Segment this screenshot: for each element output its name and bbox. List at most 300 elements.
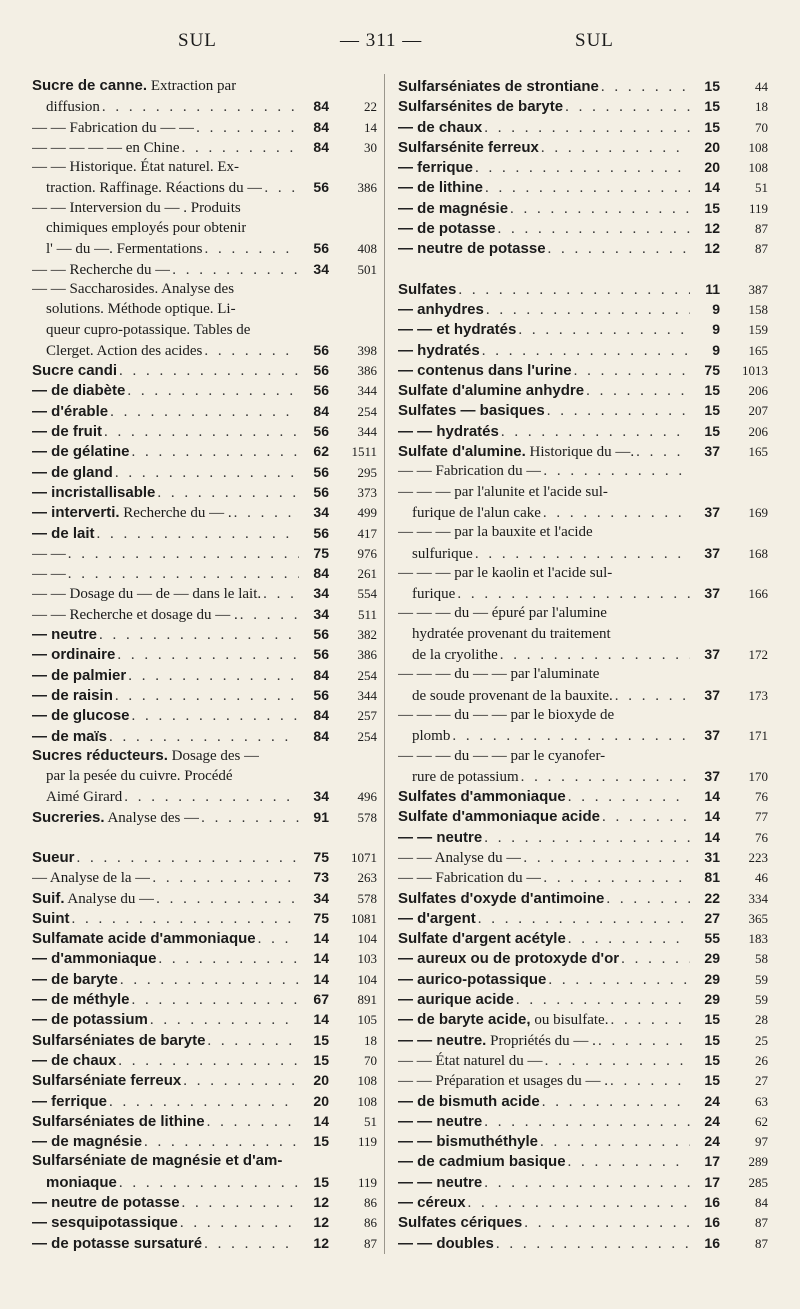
leader-dots xyxy=(178,1213,299,1233)
entry-text: — d'ammoniaque xyxy=(32,950,157,968)
volume-number: 15 xyxy=(313,1173,329,1190)
page-reference: 373 xyxy=(357,484,377,500)
volume-number: 11 xyxy=(705,280,720,297)
entry-text: — de magnésie xyxy=(32,1133,143,1151)
index-entry xyxy=(32,604,377,624)
entry-text: — Analyse de la — xyxy=(32,870,151,887)
page-reference: 417 xyxy=(357,525,377,541)
entry-text: furique de l'alun cake xyxy=(412,504,541,521)
page-reference: 165 xyxy=(748,444,768,460)
volume-number: 75 xyxy=(704,361,720,378)
leader-dots xyxy=(66,564,299,584)
index-entry xyxy=(32,705,377,725)
leader-dots xyxy=(482,1173,690,1193)
leader-dots xyxy=(466,1193,690,1213)
entry-text: Sulfates — basiques xyxy=(398,402,545,420)
leader-dots xyxy=(604,889,690,909)
volume-number: 9 xyxy=(712,321,720,338)
entry-text: Aimé Girard xyxy=(46,789,123,806)
page-reference: 58 xyxy=(755,951,768,967)
entry-text: Sulfarséniate de magnésie et d'am- xyxy=(32,1152,283,1170)
leader-dots xyxy=(541,868,690,888)
volume-number: 15 xyxy=(704,1031,720,1048)
leader-dots xyxy=(600,807,690,827)
index-entry xyxy=(32,1151,377,1192)
page-reference: 87 xyxy=(755,221,768,237)
entry-text: solutions. Méthode optique. Li- xyxy=(46,301,236,318)
entry-text: — — — du — épuré par l'alumine xyxy=(398,605,607,622)
leader-dots xyxy=(122,787,299,807)
index-entry xyxy=(398,522,768,563)
page-reference: 108 xyxy=(357,1093,377,1109)
volume-number: 84 xyxy=(313,727,329,744)
page-reference: 1071 xyxy=(351,849,377,865)
index-entry xyxy=(398,563,768,604)
entry-text: chimiques employés pour obtenir xyxy=(46,220,247,237)
volume-number: 91 xyxy=(313,808,329,825)
volume-number: 14 xyxy=(313,970,329,987)
entry-text: Sulfate d'argent acétyle xyxy=(398,930,566,948)
leader-dots xyxy=(170,260,299,280)
leader-dots xyxy=(613,686,690,706)
leader-dots xyxy=(194,118,299,138)
page-reference: 344 xyxy=(357,687,377,703)
page-reference: 254 xyxy=(357,403,377,419)
volume-number: 20 xyxy=(704,159,720,176)
leader-dots xyxy=(262,178,299,198)
page-reference: 159 xyxy=(748,322,768,338)
index-entry xyxy=(32,624,377,644)
page-reference: 257 xyxy=(357,708,377,724)
volume-number: 37 xyxy=(704,727,720,744)
entry-text: — interverti. Recherche du — . xyxy=(32,504,232,522)
index-entry xyxy=(32,1131,377,1151)
volume-number: 73 xyxy=(313,869,329,886)
running-head-right: SUL xyxy=(575,30,614,51)
leader-dots xyxy=(484,300,690,320)
index-entry xyxy=(398,1030,768,1050)
page-reference: 398 xyxy=(357,342,377,358)
volume-number: 14 xyxy=(313,1112,329,1129)
index-entry xyxy=(32,259,377,279)
volume-number: 37 xyxy=(704,686,720,703)
entry-text: — neutre de potasse xyxy=(398,240,546,258)
leader-dots xyxy=(546,239,690,259)
index-entry xyxy=(32,948,377,968)
page-reference: 344 xyxy=(357,424,377,440)
entry-text: — — Fabrication du — xyxy=(398,463,542,480)
index-entry xyxy=(398,948,768,968)
index-entry xyxy=(398,664,768,705)
entry-text: Sulfate d'alumine anhydre xyxy=(398,382,585,400)
entry-text: — ferrique xyxy=(398,159,474,177)
index-entry xyxy=(398,867,768,887)
page-reference: 382 xyxy=(357,627,377,643)
index-entry xyxy=(398,888,768,908)
volume-number: 15 xyxy=(704,422,720,439)
volume-number: 29 xyxy=(704,950,720,967)
leader-dots xyxy=(117,1173,299,1193)
entry-text: Sulfamate acide d'ammoniaque xyxy=(32,930,256,948)
leader-dots xyxy=(113,463,299,483)
page-reference: 119 xyxy=(357,1134,377,1150)
leader-dots xyxy=(75,848,299,868)
entry-text: — incristallisable xyxy=(32,483,156,501)
volume-number: 75 xyxy=(313,544,329,561)
volume-number: 84 xyxy=(313,666,329,683)
leader-dots xyxy=(483,178,690,198)
leader-dots xyxy=(66,544,299,564)
entry-text: — neutre de potasse xyxy=(32,1194,180,1212)
volume-number: 29 xyxy=(704,970,720,987)
index-entry xyxy=(398,705,768,746)
page-reference: 170 xyxy=(748,768,768,784)
page-reference: 578 xyxy=(357,890,377,906)
page-reference: 51 xyxy=(364,1113,377,1129)
entry-text: — de magnésie xyxy=(398,199,509,217)
index-entry xyxy=(398,827,768,847)
entry-text: traction. Raffinage. Réactions du — xyxy=(46,180,263,197)
page-reference: 108 xyxy=(357,1073,377,1089)
page-reference: 261 xyxy=(357,566,377,582)
volume-number: 84 xyxy=(313,707,329,724)
page-reference: 103 xyxy=(357,951,377,967)
index-entry xyxy=(32,583,377,603)
volume-number: 12 xyxy=(313,1234,329,1251)
leader-dots xyxy=(261,584,299,604)
page-reference: 578 xyxy=(357,809,377,825)
page-reference: 87 xyxy=(755,1215,768,1231)
leader-dots xyxy=(180,1193,299,1213)
section-gap xyxy=(398,259,768,279)
page-reference: 289 xyxy=(748,1154,768,1170)
running-head-left: SUL xyxy=(178,30,217,51)
page-reference: 27 xyxy=(755,1073,768,1089)
left-column xyxy=(32,76,377,1253)
entry-text: — ferrique xyxy=(32,1092,108,1110)
page-reference: 86 xyxy=(364,1215,377,1231)
page-reference: 84 xyxy=(755,1195,768,1211)
index-entry xyxy=(398,1233,768,1253)
index-entry xyxy=(398,1050,768,1070)
index-entry xyxy=(398,137,768,157)
page-reference: 386 xyxy=(357,647,377,663)
volume-number: 37 xyxy=(704,503,720,520)
index-entry xyxy=(32,969,377,989)
entry-text: — de fruit xyxy=(32,423,102,441)
leader-dots xyxy=(181,1071,299,1091)
entry-text: Sulfarséniates de baryte xyxy=(32,1031,206,1049)
page-reference: 76 xyxy=(755,789,768,805)
entry-text: — de gélatine xyxy=(32,443,130,461)
entry-text: — — — du — — par le bioxyde de xyxy=(398,706,615,723)
index-entry xyxy=(32,502,377,522)
volume-number: 15 xyxy=(704,199,720,216)
page-reference: 285 xyxy=(748,1174,768,1190)
index-entry xyxy=(398,969,768,989)
volume-number: 56 xyxy=(313,483,329,500)
leader-dots xyxy=(543,1051,690,1071)
entry-text: — — neutre xyxy=(398,1173,483,1191)
entry-text: Sueur xyxy=(32,848,75,866)
index-entry xyxy=(398,989,768,1009)
leader-dots xyxy=(546,970,690,990)
page-reference: 18 xyxy=(755,99,768,115)
volume-number: 15 xyxy=(313,1051,329,1068)
page-reference: 501 xyxy=(357,261,377,277)
volume-number: 15 xyxy=(704,1051,720,1068)
index-entry xyxy=(32,1009,377,1029)
leader-dots xyxy=(522,1213,690,1233)
index-entry xyxy=(32,644,377,664)
index-entry xyxy=(398,1192,768,1212)
entry-text: — — — par le kaolin et l'acide sul- xyxy=(398,564,613,581)
section-gap xyxy=(32,827,377,847)
leader-dots xyxy=(148,1010,299,1030)
leader-dots xyxy=(70,909,300,929)
volume-number: 31 xyxy=(704,848,720,865)
leader-dots xyxy=(102,422,299,442)
entry-text: — de potasse sursaturé xyxy=(32,1234,203,1252)
entry-text: — — Dosage du — de — dans le lait. xyxy=(32,586,262,603)
entry-text: — — — du — — par le cyanofer- xyxy=(398,747,606,764)
index-entry xyxy=(32,198,377,259)
index-entry xyxy=(398,441,768,461)
leader-dots xyxy=(519,767,690,787)
index-entry xyxy=(32,989,377,1009)
leader-dots xyxy=(545,401,690,421)
page-reference: 263 xyxy=(357,870,377,886)
index-entry xyxy=(398,1009,768,1029)
volume-number: 62 xyxy=(313,443,329,460)
entry-text: — — Saccharosides. Analyse des xyxy=(32,280,235,297)
volume-number: 14 xyxy=(704,788,720,805)
volume-number: 17 xyxy=(704,1153,720,1170)
page-reference: 77 xyxy=(755,809,768,825)
page-reference: 1081 xyxy=(351,910,377,926)
entry-text: — d'argent xyxy=(398,909,476,927)
page-reference: 62 xyxy=(755,1113,768,1129)
volume-number: 75 xyxy=(313,909,329,926)
index-entry xyxy=(32,482,377,502)
volume-number: 24 xyxy=(704,1133,720,1150)
index-entry xyxy=(398,96,768,116)
right-column xyxy=(398,76,768,1253)
volume-number: 34 xyxy=(313,605,329,622)
index-entry xyxy=(398,238,768,258)
volume-number: 56 xyxy=(313,240,329,257)
entry-text: Clerget. Action des acides xyxy=(46,342,203,359)
index-entry xyxy=(32,1030,377,1050)
entry-text: moniaque xyxy=(46,1173,117,1191)
entry-text: furique xyxy=(412,586,456,603)
volume-number: 84 xyxy=(313,402,329,419)
leader-dots xyxy=(541,503,690,523)
entry-text: — — — par l'alunite et l'acide sul- xyxy=(398,483,608,500)
volume-number: 56 xyxy=(313,646,329,663)
leader-dots xyxy=(156,949,299,969)
index-entry xyxy=(398,746,768,787)
leader-dots xyxy=(572,361,690,381)
leader-dots xyxy=(608,1071,690,1091)
volume-number: 56 xyxy=(313,626,329,643)
leader-dots xyxy=(205,1112,299,1132)
volume-number: 15 xyxy=(704,98,720,115)
page-reference: 254 xyxy=(357,667,377,683)
entry-text: par la pesée du cuivre. Procédé xyxy=(46,768,233,785)
volume-number: 56 xyxy=(313,362,329,379)
volume-number: 75 xyxy=(313,848,329,865)
index-entry xyxy=(398,421,768,441)
page-reference: 386 xyxy=(357,180,377,196)
index-entry xyxy=(398,1091,768,1111)
leader-dots xyxy=(142,1132,299,1152)
page-reference: 976 xyxy=(357,545,377,561)
entry-text: — — Analyse du — xyxy=(398,849,522,866)
leader-dots xyxy=(480,341,690,361)
page-reference: 18 xyxy=(364,1032,377,1048)
leader-dots xyxy=(107,727,299,747)
entry-text: Sucres réducteurs. Dosage des — xyxy=(32,746,260,764)
volume-number: 56 xyxy=(313,524,329,541)
leader-dots xyxy=(539,138,690,158)
page-reference: 168 xyxy=(748,545,768,561)
volume-number: 16 xyxy=(704,1234,720,1251)
index-entry xyxy=(32,360,377,380)
entry-text: — de lait xyxy=(32,524,95,542)
entry-text: — — Fabrication du — xyxy=(398,870,542,887)
index-entry xyxy=(398,928,768,948)
leader-dots xyxy=(154,889,299,909)
index-entry xyxy=(398,360,768,380)
page-reference: 165 xyxy=(748,342,768,358)
index-entry xyxy=(32,401,377,421)
entry-text: — sesquipotassique xyxy=(32,1214,178,1232)
leader-dots xyxy=(634,442,690,462)
entry-text: Sucre de canne. Extraction par xyxy=(32,77,237,94)
volume-number: 56 xyxy=(313,463,329,480)
leader-dots xyxy=(95,524,299,544)
entry-text: — de méthyle xyxy=(32,991,130,1009)
entry-text: Sulfates d'ammoniaque xyxy=(398,788,566,806)
entry-text: — de diabète xyxy=(32,382,126,400)
page-reference: 365 xyxy=(748,910,768,926)
page-reference: 408 xyxy=(357,241,377,257)
volume-number: 81 xyxy=(704,869,720,886)
entry-text: — — — — — en Chine xyxy=(32,139,180,156)
leader-dots xyxy=(199,808,299,828)
volume-number: 34 xyxy=(313,788,329,805)
page-reference: 387 xyxy=(748,281,768,297)
volume-number: 37 xyxy=(704,646,720,663)
volume-number: 37 xyxy=(704,767,720,784)
page-reference: 97 xyxy=(755,1134,768,1150)
entry-text: — — Préparation et usages du — . xyxy=(398,1073,608,1090)
volume-number: 34 xyxy=(313,889,329,906)
entry-text: — — Historique. État naturel. Ex- xyxy=(32,159,240,176)
page-reference: 59 xyxy=(755,992,768,1008)
leader-dots xyxy=(496,219,690,239)
index-entry xyxy=(32,726,377,746)
volume-number: 15 xyxy=(313,1133,329,1150)
entry-text: Sulfate d'alumine. Historique du —. xyxy=(398,443,635,461)
volume-number: 37 xyxy=(704,443,720,460)
index-entry xyxy=(398,847,768,867)
page-reference: 87 xyxy=(755,1235,768,1251)
leader-dots xyxy=(538,1132,690,1152)
index-entry xyxy=(398,482,768,523)
index-entry xyxy=(398,1172,768,1192)
volume-number: 34 xyxy=(313,504,329,521)
entry-text: — aurique acide xyxy=(398,991,514,1009)
volume-number: 24 xyxy=(704,1092,720,1109)
entry-text: Suif. Analyse du — xyxy=(32,889,155,907)
volume-number: 29 xyxy=(704,991,720,1008)
entry-text: sulfurique xyxy=(412,545,473,562)
volume-number: 55 xyxy=(704,930,720,947)
index-entry xyxy=(398,461,768,481)
entry-text: — — bismuthéthyle xyxy=(398,1133,539,1151)
leader-dots xyxy=(118,970,299,990)
entry-text: plomb xyxy=(412,728,451,745)
page-reference: 254 xyxy=(357,728,377,744)
entry-text: — de cadmium basique xyxy=(398,1153,566,1171)
index-entry xyxy=(32,1111,377,1131)
volume-number: 14 xyxy=(313,950,329,967)
page-reference: 76 xyxy=(755,829,768,845)
page-number: — 311 — xyxy=(340,30,423,51)
leader-dots xyxy=(116,1051,299,1071)
entry-text: — — et hydratés xyxy=(398,321,517,339)
entry-text: — — xyxy=(32,545,66,562)
index-entry xyxy=(398,177,768,197)
volume-number: 34 xyxy=(313,260,329,277)
entry-text: — d'érable xyxy=(32,402,109,420)
volume-number: 12 xyxy=(704,220,720,237)
entry-text: — de bismuth acide xyxy=(398,1092,540,1110)
volume-number: 16 xyxy=(704,1194,720,1211)
leader-dots xyxy=(202,1234,299,1254)
volume-number: 84 xyxy=(313,565,329,582)
volume-number: 84 xyxy=(313,138,329,155)
leader-dots xyxy=(180,138,300,158)
volume-number: 14 xyxy=(704,808,720,825)
leader-dots xyxy=(499,422,690,442)
index-entry xyxy=(32,279,377,360)
leader-dots xyxy=(476,909,690,929)
leader-dots xyxy=(566,1152,690,1172)
leader-dots xyxy=(125,381,299,401)
page-reference: 169 xyxy=(748,504,768,520)
entry-text: — — neutre xyxy=(398,1112,483,1130)
page-reference: 206 xyxy=(748,423,768,439)
volume-number: 14 xyxy=(313,930,329,947)
page-reference: 26 xyxy=(755,1052,768,1068)
index-entry xyxy=(32,1233,377,1253)
leader-dots xyxy=(521,848,690,868)
page-reference: 70 xyxy=(755,119,768,135)
volume-number: 20 xyxy=(704,138,720,155)
entry-text: de soude provenant de la bauxite. xyxy=(412,687,613,704)
leader-dots xyxy=(126,666,299,686)
volume-number: 14 xyxy=(704,179,720,196)
index-entry xyxy=(32,76,377,117)
page-reference: 183 xyxy=(748,931,768,947)
page-reference: 554 xyxy=(357,586,377,602)
volume-number: 56 xyxy=(313,179,329,196)
index-entry xyxy=(398,299,768,319)
leader-dots xyxy=(566,787,690,807)
